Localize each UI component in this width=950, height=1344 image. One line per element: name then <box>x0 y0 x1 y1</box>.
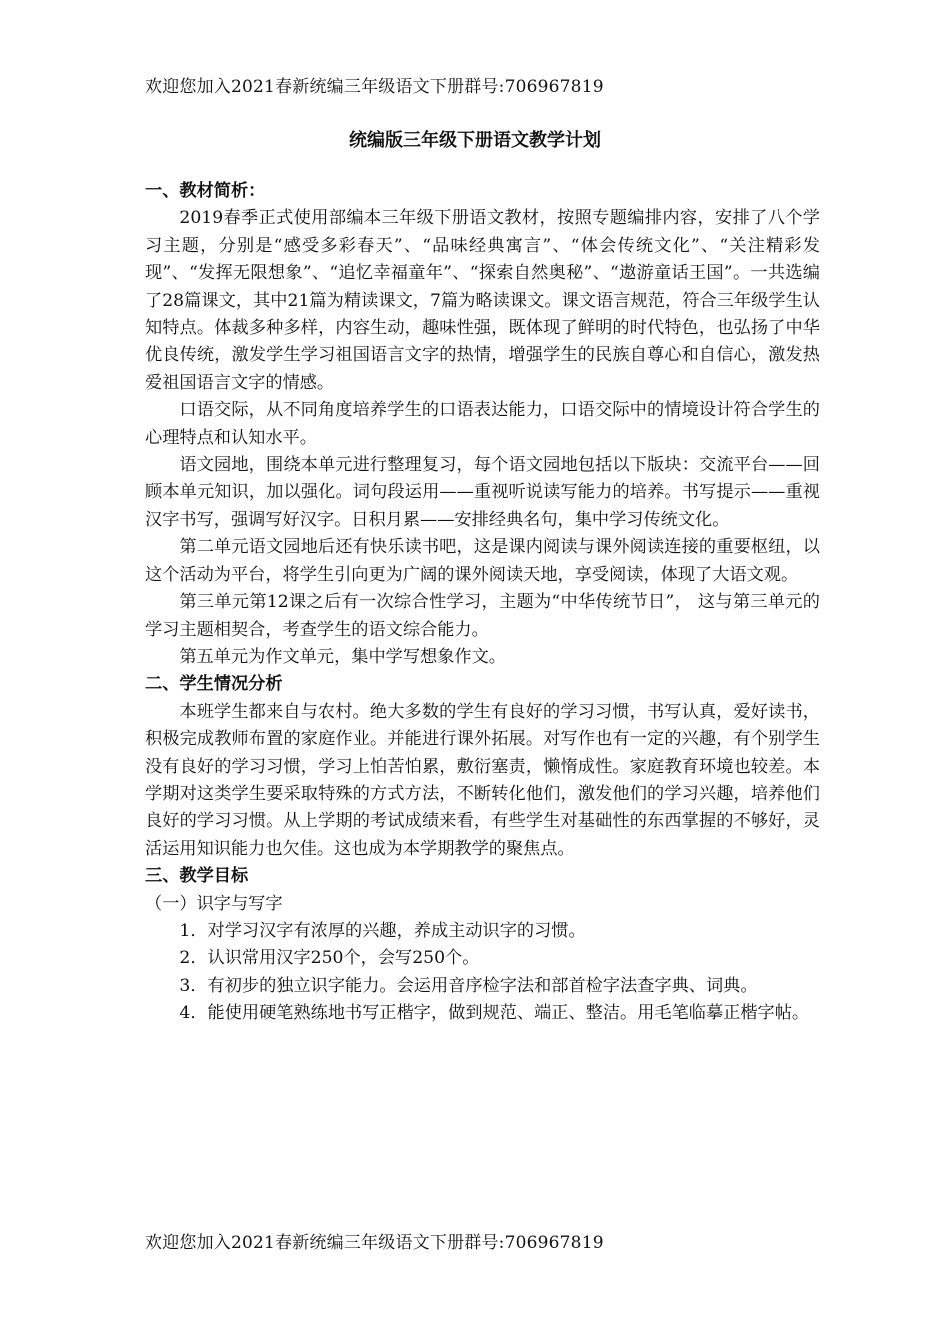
footer-banner: 欢迎您加入2021春新统编三年级语文下册群号:706967819 <box>145 1233 604 1253</box>
paragraph: 口语交际，从不同角度培养学生的口语表达能力，口语交际中的情境设计符合学生的心理特点和认知水平。 <box>145 400 820 448</box>
header-banner: 欢迎您加入2021春新统编三年级语文下册群号:706967819 <box>145 77 604 97</box>
list-item: 2．认识常用汉字250个，会写250个。 <box>179 948 480 969</box>
list-item: 1．对学习汉字有浓厚的兴趣，养成主动识字的习惯。 <box>179 920 586 941</box>
list-item: 4．能使用硬笔熟练地书写正楷字，做到规范、端正、整洁。用毛笔临摹正楷字帖。 <box>179 1003 810 1024</box>
section-heading-teaching-goals: 三、教学目标 <box>145 866 249 887</box>
section-heading-student-analysis: 二、学生情况分析 <box>145 674 283 695</box>
paragraph: 第二单元语文园地后还有快乐读书吧，这是课内阅读与课外阅读连接的重要枢纽，以这个活动为平台，将学生引向更为广阔的课外阅读天地，享受阅读，体现了大语文观。 <box>145 537 820 585</box>
list-item: 3．有初步的独立识字能力。会运用音序检字法和部首检字法查字典、词典。 <box>179 975 758 996</box>
paragraph: 第五单元为作文单元，集中学写想象作文。 <box>179 646 506 667</box>
subheading-literacy: （一）识字与写字 <box>145 893 283 914</box>
paragraph: 本班学生都来自与农村。绝大多数的学生有良好的学习习惯，书写认真，爱好读书，积极完成教师布置的家庭作业。并能进行课外拓展。对写作也有一定的兴趣，有个别学生没有良好的学习习惯，学习上怕苦怕累，敷衍塞责，懒惰成性。家庭教育环境也较差。本学期对这类学生要采取特殊的方式方法，不断转化他们，激发他们的学习兴趣，培养他们良好的学习习惯。从上学期的考试成绩来看，有些学生对基础性的东西掌握的不够好，灵活运用知识能力也欠佳。这也成为本学期教学的聚焦点。 <box>145 701 820 859</box>
section-heading-textbook-analysis: 一、教材简析： <box>145 181 266 201</box>
paragraph: 2019春季正式使用部编本三年级下册语文教材，按照专题编排内容，安排了八个学习主题，分别是“感受多彩春天”、“品味经典寓言”、“体会传统文化”、“关注精彩发现”、“发挥无限想象”、“追忆幸福童年”、“探索自然奥秘”、“遨游童话王国”。一共选编了28篇课文，其中21篇为精读课文，7篇为略读课文。课文语言规范，符合三年级学生认知特点。体裁多种多样，内容生动，趣味性强，既体现了鲜明的时代特色，也弘扬了中华优良传统，激发学生学习祖国语言文字的热情，增强学生的民族自尊心和自信心，激发热爱祖国语言文字的情感。 <box>145 208 820 393</box>
document-body <box>145 178 820 1028</box>
paragraph: 语文园地，围绕本单元进行整理复习，每个语文园地包括以下版块：交流平台——回顾本单元知识，加以强化。词句段运用——重视听说读写能力的培养。书写提示——重视汉字书写，强调写好汉字。日积月累——安排经典名句，集中学习传统文化。 <box>145 455 820 530</box>
paragraph: 第三单元第12课之后有一次综合性学习，主题为“中华传统节日”， 这与第三单元的学习主题相契合，考查学生的语文综合能力。 <box>145 592 820 640</box>
page-title: 统编版三年级下册语文教学计划 <box>349 130 601 151</box>
